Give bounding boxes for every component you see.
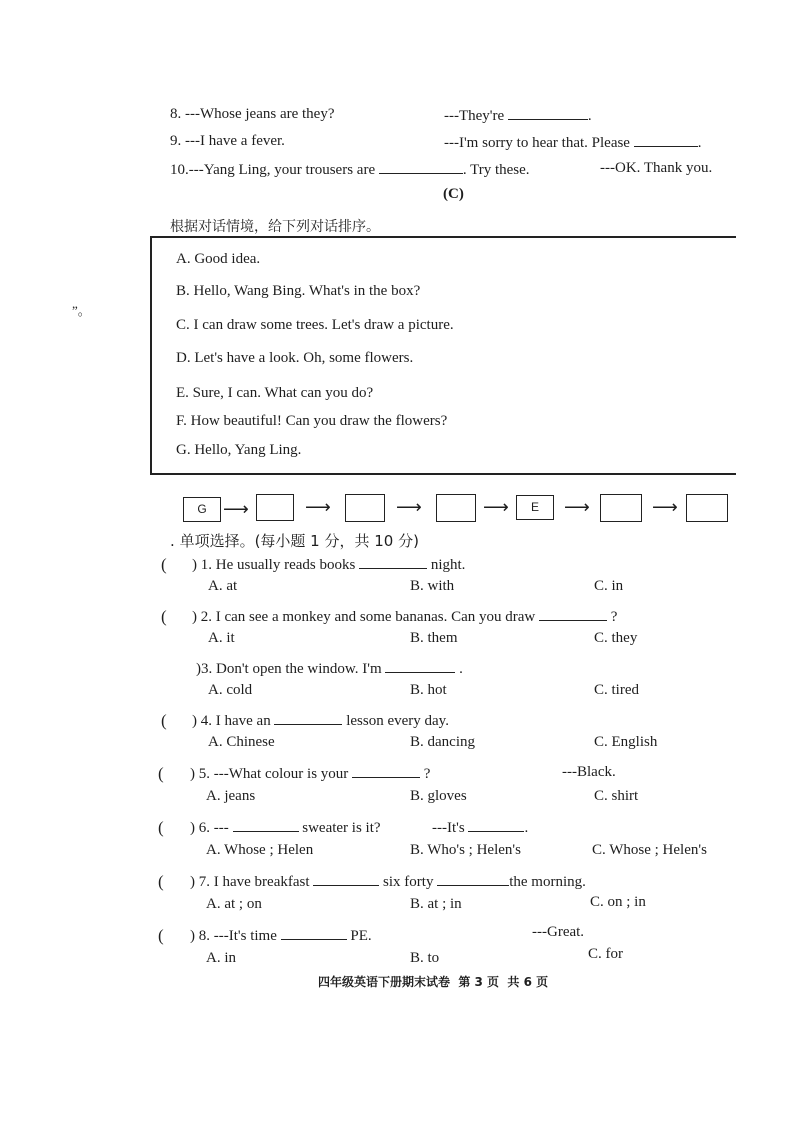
- item-10-question: 10.---Yang Ling, your trousers are . Try these.: [170, 162, 530, 178]
- item-9-answer: ---I'm sorry to hear that. Please .: [444, 135, 702, 151]
- question-7-blank-1[interactable]: [313, 872, 379, 886]
- question-6-option-c: C. Whose ; Helen's: [592, 842, 707, 858]
- section-title: . 单项选择。(每小题 1 分，共 10 分): [170, 532, 419, 550]
- dialogue-option-e: E. Sure, I can. What can you do?: [176, 385, 374, 401]
- question-7-blank-2[interactable]: [437, 872, 509, 886]
- sequence-box-4[interactable]: [436, 494, 476, 522]
- part-c-instruction: 根据对话情境，给下列对话排序。: [170, 219, 380, 235]
- question-8-reply: ---Great.: [532, 924, 585, 940]
- dialogue-option-c: C. I can draw some trees. Let's draw a picture.: [176, 317, 454, 333]
- question-8-option-c: C. for: [588, 946, 623, 962]
- options-left-rule: [150, 236, 152, 474]
- answer-paren-1[interactable]: (: [161, 555, 167, 574]
- dialogue-option-d: D. Let's have a look. Oh, some flowers.: [176, 350, 414, 366]
- question-6-blank-1[interactable]: [233, 818, 299, 832]
- question-4-option-c: C. English: [594, 734, 658, 750]
- question-1-blank[interactable]: [359, 555, 427, 569]
- question-3-option-b: B. hot: [410, 682, 447, 698]
- arrow-icon: ⟶: [483, 497, 509, 518]
- sequence-box-1[interactable]: G: [183, 497, 221, 522]
- item-8-question: 8. ---Whose jeans are they?: [170, 106, 335, 122]
- sequence-box-3[interactable]: [345, 494, 385, 522]
- question-3-option-c: C. tired: [594, 682, 639, 698]
- item-10-reply: ---OK. Thank you.: [600, 160, 713, 176]
- question-2-option-c: C. they: [594, 630, 638, 646]
- arrow-icon: ⟶: [223, 499, 249, 520]
- question-1-option-a: A. at: [208, 578, 238, 594]
- item-8-answer: ---They're .: [444, 108, 592, 124]
- arrow-icon: ⟶: [564, 497, 590, 518]
- options-top-rule: [152, 236, 736, 238]
- question-5-blank[interactable]: [352, 764, 420, 778]
- question-8-option-b: B. to: [410, 950, 440, 966]
- question-7-option-b: B. at ; in: [410, 896, 462, 912]
- question-8-blank[interactable]: [281, 926, 347, 940]
- sequence-box-2[interactable]: [256, 494, 294, 521]
- question-4-stem: ) 4. I have an lesson every day.: [192, 713, 449, 729]
- question-6-option-b: B. Who's ; Helen's: [410, 842, 521, 858]
- question-2-blank[interactable]: [539, 607, 607, 621]
- question-1-option-b: B. with: [410, 578, 455, 594]
- question-8-stem: ) 8. ---It's time PE.: [190, 928, 372, 944]
- question-6-reply: ---It's .: [432, 820, 529, 836]
- question-4-option-b: B. dancing: [410, 734, 475, 750]
- item-9-blank[interactable]: [634, 133, 698, 147]
- question-5-option-c: C. shirt: [594, 788, 639, 804]
- question-8-option-a: A. in: [206, 950, 236, 966]
- answer-paren-7[interactable]: (: [158, 872, 164, 891]
- question-4-blank[interactable]: [274, 711, 342, 725]
- dialogue-option-f: F. How beautiful! Can you draw the flowers?: [176, 413, 448, 429]
- options-bottom-rule: [150, 473, 736, 475]
- question-4-option-a: A. Chinese: [208, 734, 275, 750]
- question-7-option-c: C. on ; in: [590, 894, 646, 910]
- question-6-stem: ) 6. --- sweater is it?: [190, 820, 381, 836]
- question-2-option-a: A. it: [208, 630, 235, 646]
- answer-paren-2[interactable]: (: [161, 607, 167, 626]
- answer-paren-4[interactable]: (: [161, 711, 167, 730]
- question-3-option-a: A. cold: [208, 682, 253, 698]
- question-7-option-a: A. at ; on: [206, 896, 262, 912]
- question-5-stem: ) 5. ---What colour is your ?: [190, 766, 431, 782]
- question-2-option-b: B. them: [410, 630, 458, 646]
- sequence-box-7[interactable]: [686, 494, 728, 522]
- question-1-stem: ) 1. He usually reads books night.: [192, 557, 466, 573]
- question-5-reply: ---Black.: [562, 764, 616, 780]
- question-3-blank[interactable]: [385, 659, 455, 673]
- question-6-blank-2[interactable]: [468, 818, 524, 832]
- answer-paren-8[interactable]: (: [158, 926, 164, 945]
- dialogue-option-g: G. Hello, Yang Ling.: [176, 442, 302, 458]
- page-footer: 四年级英语下册期末试卷 第 3 页 共 6 页: [318, 975, 549, 989]
- question-1-option-c: C. in: [594, 578, 624, 594]
- item-9-question: 9. ---I have a fever.: [170, 133, 285, 149]
- question-5-option-a: A. jeans: [206, 788, 256, 804]
- sequence-box-6[interactable]: [600, 494, 642, 522]
- arrow-icon: ⟶: [396, 497, 422, 518]
- question-6-option-a: A. Whose ; Helen: [206, 842, 314, 858]
- question-3-stem: )3. Don't open the window. I'm .: [196, 661, 463, 677]
- dialogue-option-b: B. Hello, Wang Bing. What's in the box?: [176, 283, 421, 299]
- arrow-icon: ⟶: [652, 497, 678, 518]
- question-2-stem: ) 2. I can see a monkey and some bananas. Can you draw ?: [192, 609, 618, 625]
- item-10-blank[interactable]: [379, 160, 463, 174]
- question-5-option-b: B. gloves: [410, 788, 467, 804]
- question-7-stem: ) 7. I have breakfast six forty the morning.: [190, 874, 586, 890]
- item-8-blank[interactable]: [508, 106, 588, 120]
- dialogue-option-a: A. Good idea.: [176, 251, 261, 267]
- answer-paren-6[interactable]: (: [158, 818, 164, 837]
- sequence-box-5[interactable]: E: [516, 495, 554, 520]
- part-c-heading: (C): [443, 186, 464, 202]
- arrow-icon: ⟶: [305, 497, 331, 518]
- side-mark: ”。: [72, 303, 91, 318]
- answer-paren-5[interactable]: (: [158, 764, 164, 783]
